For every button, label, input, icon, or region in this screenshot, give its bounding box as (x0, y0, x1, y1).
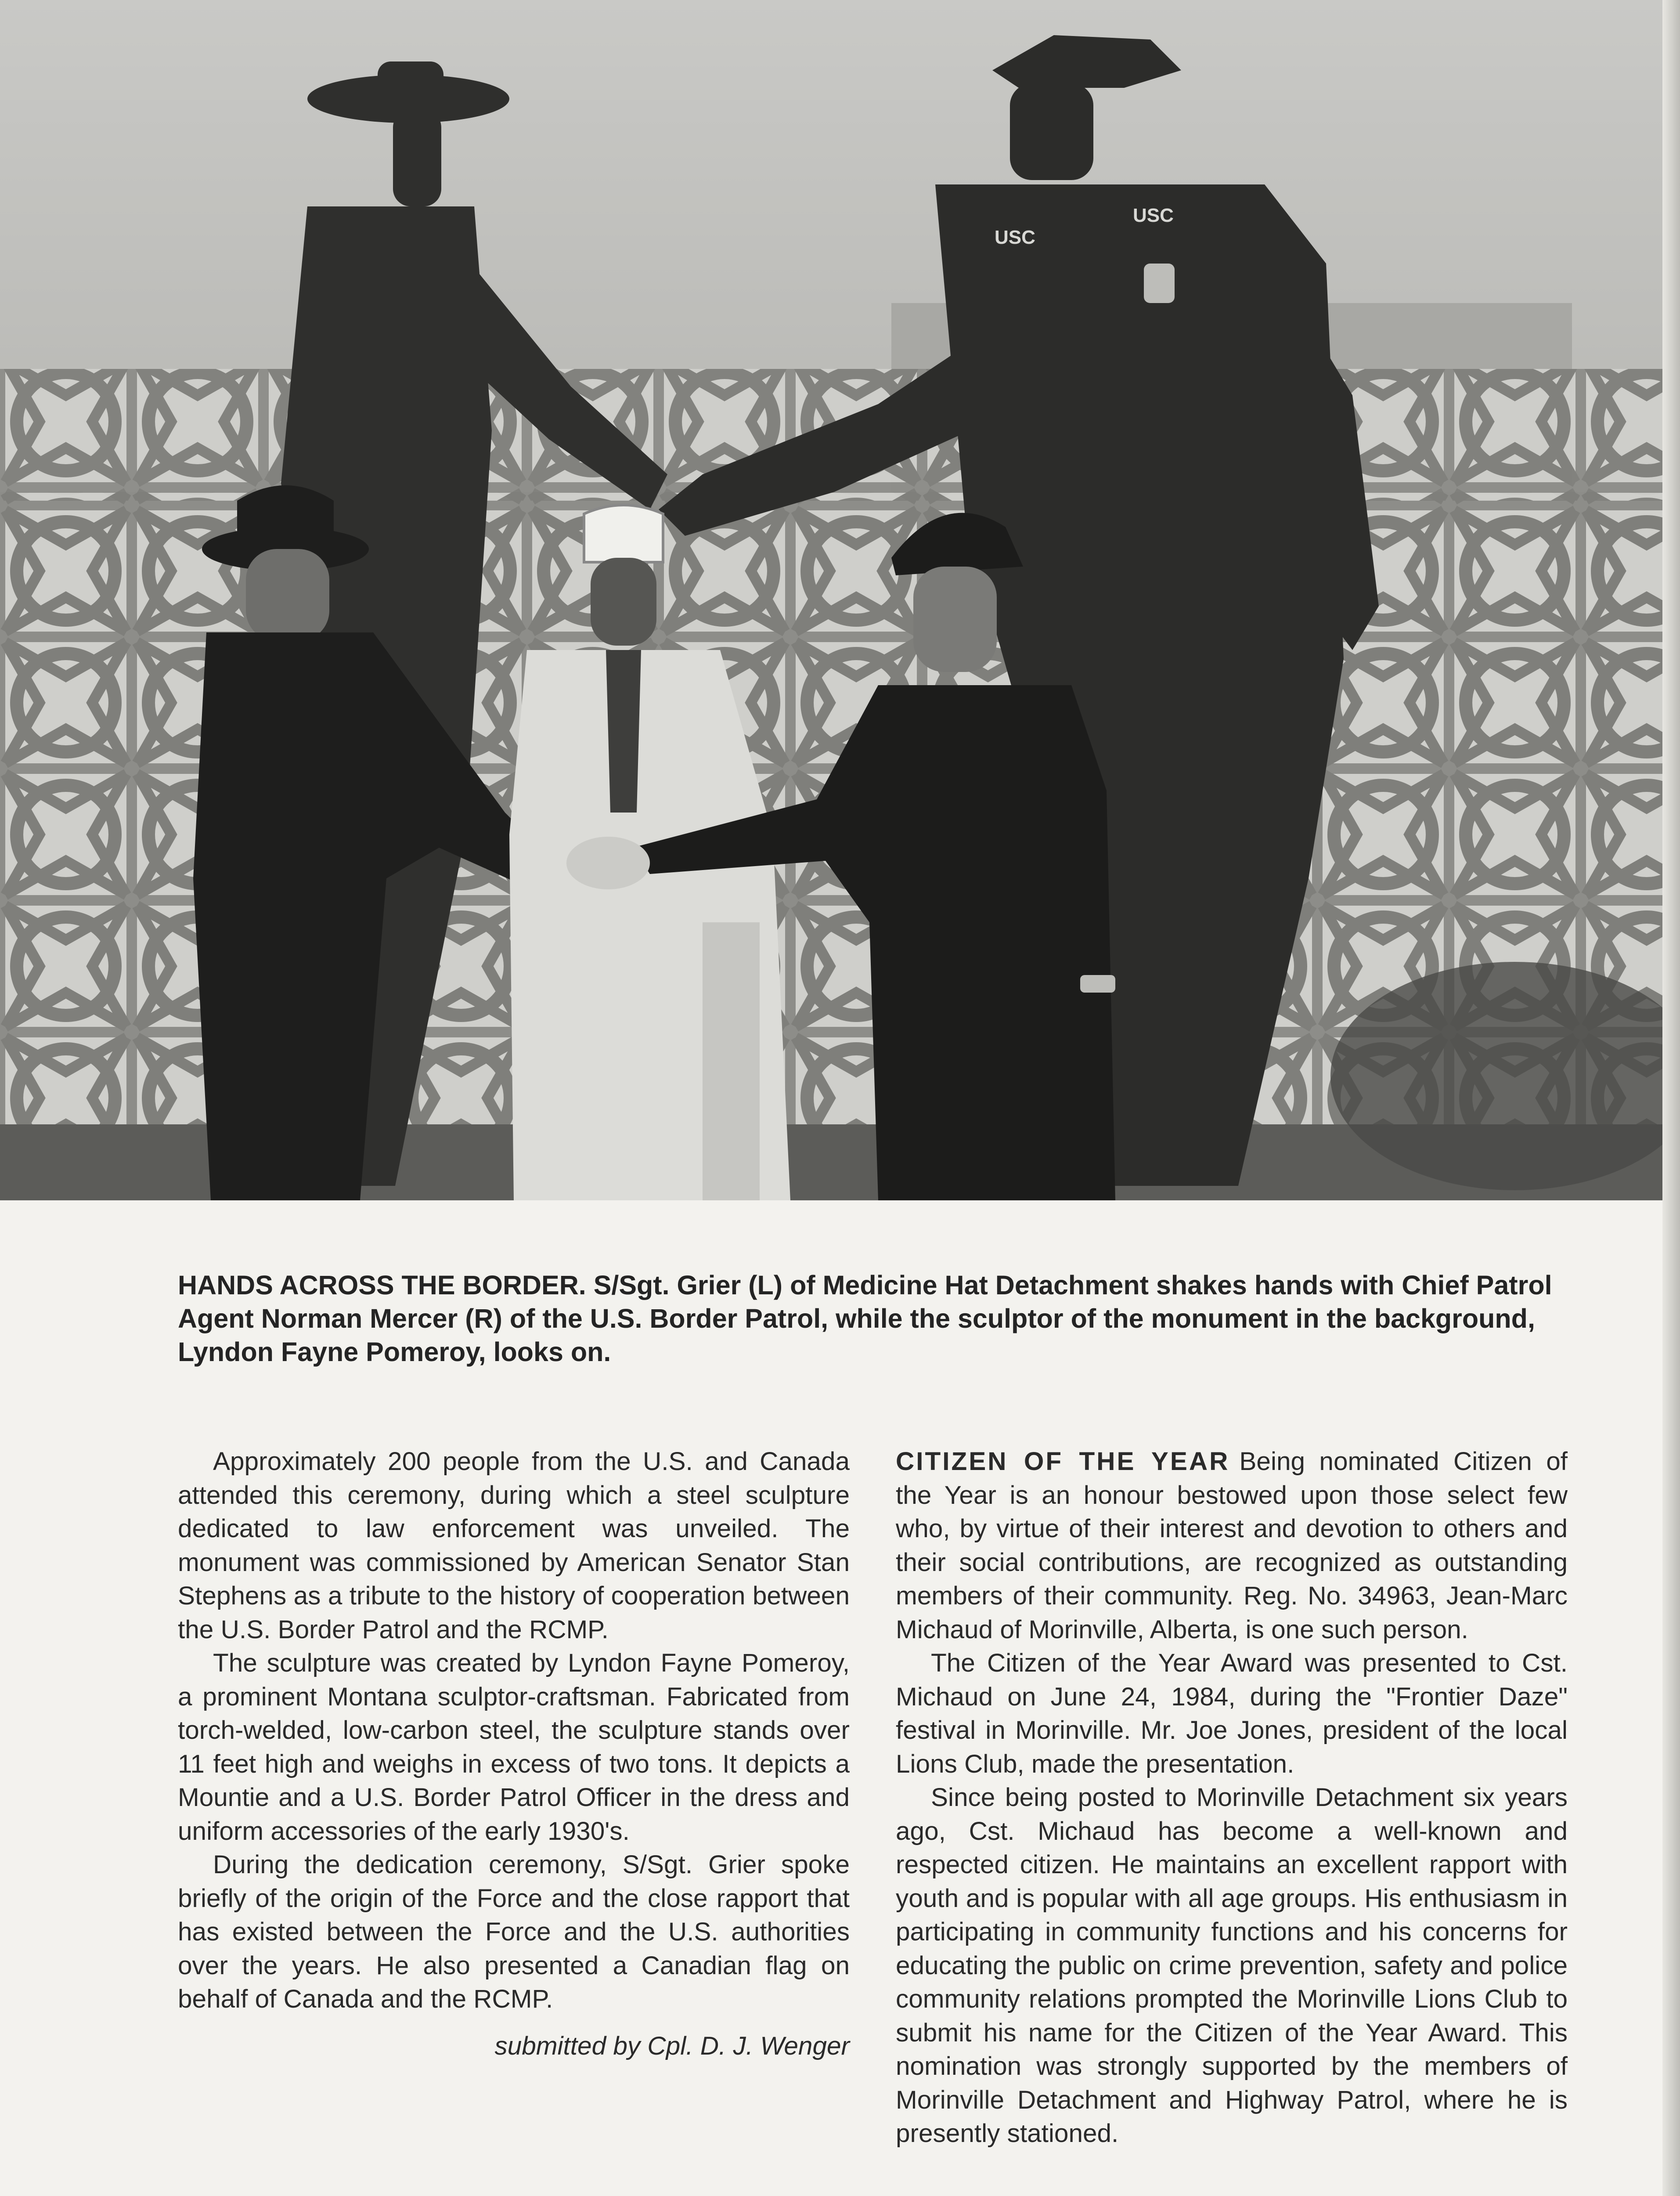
svg-text:USC: USC (1133, 205, 1174, 226)
left-column (178, 1445, 850, 2063)
lead-paragraph (896, 1445, 1568, 1647)
body-paragraph: The Citizen of the Year Award was presented to Cst. Michaud on June 24, 1984, during the "Frontier Daze" festival in Morinville. Mr. Joe Jones, president of the local Lions Club, made the presentation. (896, 1649, 1568, 1778)
section-heading: CITIZEN OF THE YEAR (896, 1447, 1230, 1476)
body-paragraph: Since being posted to Morinville Detachment six years ago, Cst. Michaud has become a well-known and respected citizen. He maintains an excellent rapport with youth and is popular with all age groups. His enthusiasm in participating in community functions and his concerns for educating the public on crime prevention, safety and police community relations prompted the Morinville Lions Club to submit his name for the Citizen of the Year Award. This nomination was strongly supported by the members of Morinville Detachment and Highway Patrol, where he is presently stationed. (896, 1783, 1568, 2148)
right-column (896, 1445, 1568, 2151)
svg-text:USC: USC (995, 227, 1035, 248)
photo-caption: HANDS ACROSS THE BORDER. S/Sgt. Grier (L) of Medicine Hat Detachment shakes hands with Chief Patrol Agent Norman Mercer (R) of the U.S. Border Patrol, while the sculptor of the monument in the background, Lyndon Fayne Pomeroy, looks on. (178, 1270, 1552, 1367)
page-edge-shadow (1662, 0, 1680, 2196)
lead-text: Being nominated Citizen of the Year is an honour bestowed upon those select few who, by virtue of their interest and devotion to others and their social contributions, are recognized as outstanding members of their community. Reg. No. 34963, Jean-Marc Michaud of Morinville, Alberta, is one such person. (896, 1447, 1568, 1644)
body-paragraph: During the dedication ceremony, S/Sgt. Grier spoke briefly of the origin of the Force and the close rapport that has existed between the Force and the U.S. authorities over the years. He also presented a Canadian flag on behalf of Canada and the RCMP. (178, 1850, 850, 2013)
byline: submitted by Cpl. D. J. Wenger (494, 2031, 850, 2060)
body-paragraph: Approximately 200 people from the U.S. and Canada attended this ceremony, during which a steel sculpture dedicated to law enforcement was unveiled. The monument was commissioned by American Senator Stan Stephens as a tribute to the history of cooperation between the U.S. Border Patrol and the RCMP. (178, 1447, 850, 1644)
body-paragraph: The sculpture was created by Lyndon Fayne Pomeroy, a prominent Montana sculptor-craftsman. Fabricated from torch-welded, low-carbon steel, the sculpture stands over 11 feet high and weighs in excess of two tons. It depicts a Mountie and a U.S. Border Patrol Officer in the dress and uniform accessories of the early 1930's. (178, 1649, 850, 1846)
